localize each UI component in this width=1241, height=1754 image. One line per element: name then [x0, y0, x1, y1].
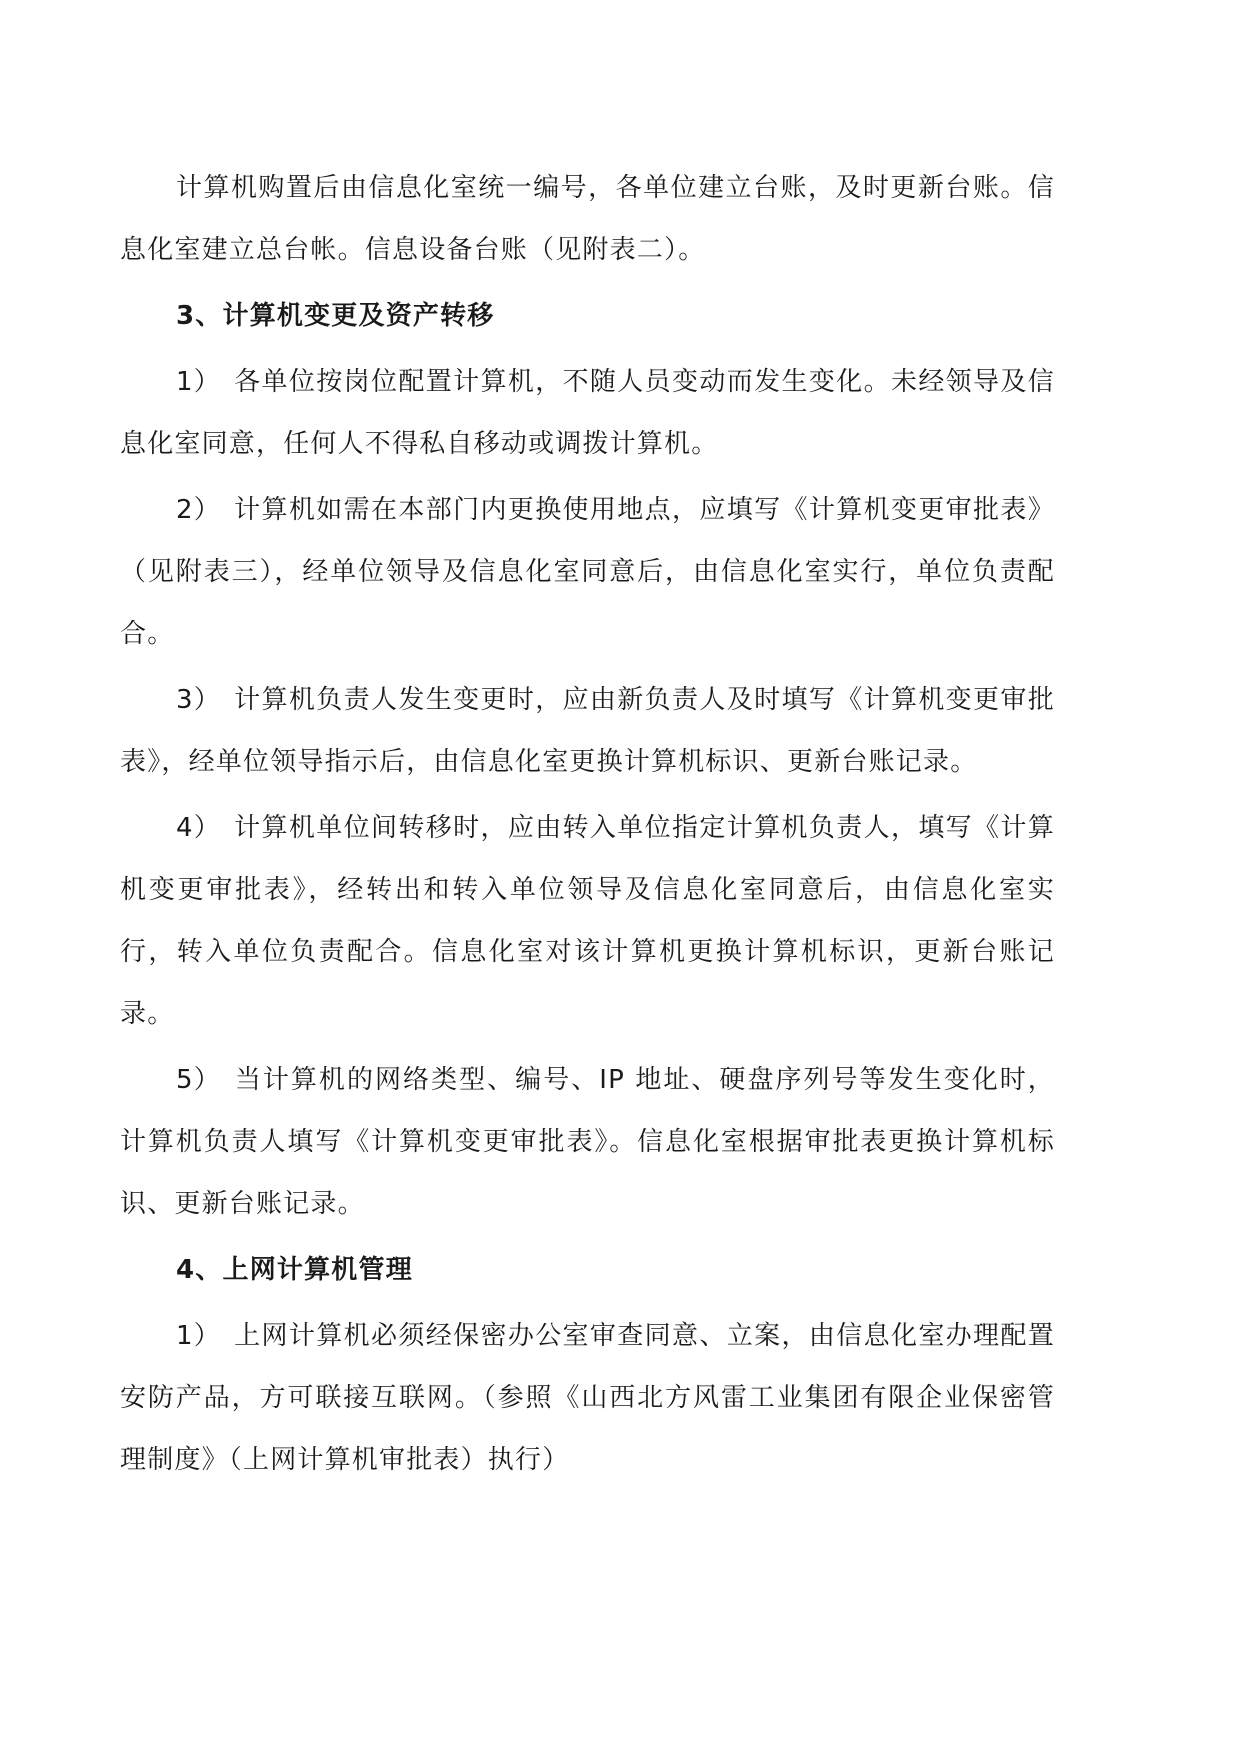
list-item — [120, 351, 1055, 475]
list-item — [120, 479, 1055, 665]
list-item-text: 各单位按岗位配置计算机，不随人员变动而发生变化。未经领导及信息化室同意，任何人不得私自移动或调拨计算机。 — [120, 367, 1055, 459]
list-item — [120, 669, 1055, 793]
list-item-text: 计算机单位间转移时，应由转入单位指定计算机负责人，填写《计算机变更审批表》，经转出和转入单位领导及信息化室同意后，由信息化室实行，转入单位负责配合。信息化室对该计算机更换计算机标识，更新台账记录。 — [120, 813, 1055, 1029]
list-item — [120, 1305, 1055, 1491]
list-item-number: 4） — [176, 813, 221, 843]
list-item-number: 3） — [176, 685, 221, 715]
list-item-text: 上网计算机必须经保密办公室审查同意、立案，由信息化室办理配置安防产品，方可联接互联网。（参照《山西北方风雷工业集团有限企业保密管理制度》（上网计算机审批表）执行） — [120, 1321, 1055, 1475]
list-item-number: 5） — [176, 1065, 221, 1095]
list-item — [120, 797, 1055, 1045]
list-item-text: 当计算机的网络类型、编号、IP 地址、硬盘序列号等发生变化时，计算机负责人填写《计算机变更审批表》。信息化室根据审批表更换计算机标识、更新台账记录。 — [120, 1065, 1055, 1219]
paragraph-ledger: 计算机购置后由信息化室统一编号，各单位建立台账，及时更新台账。信息化室建立总台帐。信息设备台账（见附表二）。 — [120, 173, 1055, 265]
section-heading-3: 3、计算机变更及资产转移 — [176, 301, 495, 331]
section-heading-4: 4、上网计算机管理 — [176, 1255, 413, 1285]
list-item-number: 1） — [176, 1321, 221, 1351]
list-item-number: 1） — [176, 367, 221, 397]
list-item-text: 计算机如需在本部门内更换使用地点，应填写《计算机变更审批表》（见附表三），经单位领导及信息化室同意后，由信息化室实行，单位负责配合。 — [120, 495, 1055, 649]
list-item — [120, 1049, 1055, 1235]
list-item-number: 2） — [176, 495, 221, 525]
document-body — [120, 157, 1055, 1491]
list-item-text: 计算机负责人发生变更时，应由新负责人及时填写《计算机变更审批表》，经单位领导指示后，由信息化室更换计算机标识、更新台账记录。 — [120, 685, 1055, 777]
